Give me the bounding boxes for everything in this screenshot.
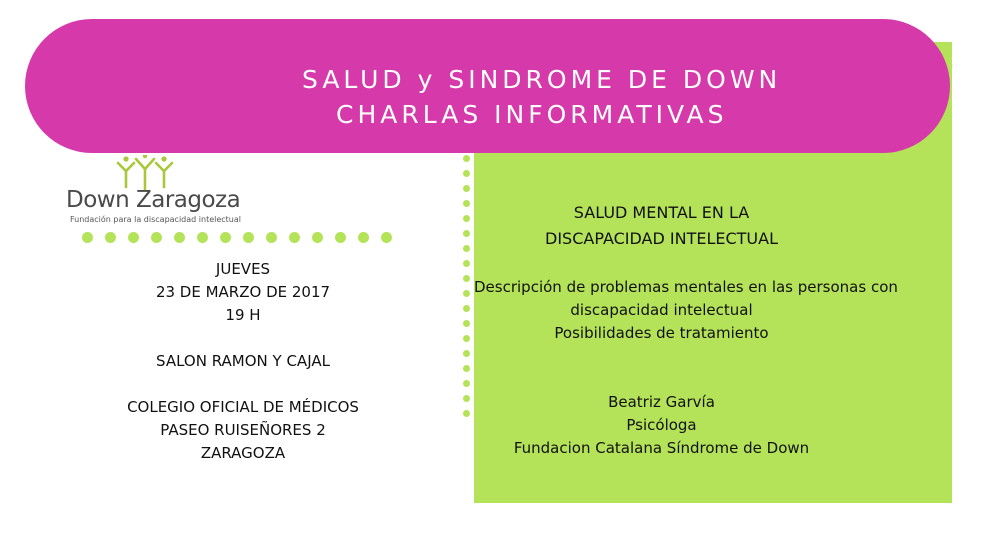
logo-name: Down Zaragoza bbox=[66, 187, 241, 213]
event-venue: COLEGIO OFICIAL DE MÉDICOS bbox=[127, 398, 359, 416]
banner-title-line2: CHARLAS INFORMATIVAS bbox=[336, 100, 728, 129]
speaker-role: Psicóloga bbox=[626, 416, 697, 434]
event-details bbox=[93, 258, 393, 465]
speaker-organization: Fundacion Catalana Síndrome de Down bbox=[513, 439, 810, 457]
event-city: ZARAGOZA bbox=[200, 444, 286, 462]
event-day: JUEVES bbox=[215, 260, 271, 278]
banner-title-line1: SALUD y SINDROME DE DOWN bbox=[302, 65, 782, 94]
speaker-name: Beatriz Garvía bbox=[608, 393, 715, 411]
event-address: PASEO RUISEÑORES 2 bbox=[160, 421, 326, 439]
logo bbox=[66, 155, 241, 230]
logo-subtitle: Fundación para la discapacidad intelectual bbox=[70, 215, 241, 224]
event-room: SALON RAMON Y CAJAL bbox=[156, 352, 330, 370]
talk-desc-line2: discapacidad intelectual bbox=[570, 301, 753, 319]
event-date: 23 DE MARZO DE 2017 bbox=[155, 283, 331, 301]
talk-desc-line3: Posibilidades de tratamiento bbox=[554, 324, 769, 342]
talk-desc-line1: Descripción de problemas mentales en las personas con bbox=[474, 278, 898, 296]
dot-divider-vertical bbox=[463, 155, 473, 427]
dot-divider-horizontal bbox=[82, 232, 402, 244]
talk-details bbox=[474, 200, 898, 460]
talk-title-line1: SALUD MENTAL EN LA bbox=[573, 203, 750, 222]
event-time: 19 H bbox=[225, 306, 261, 324]
talk-title-line2: DISCAPACIDAD INTELECTUAL bbox=[545, 229, 778, 248]
